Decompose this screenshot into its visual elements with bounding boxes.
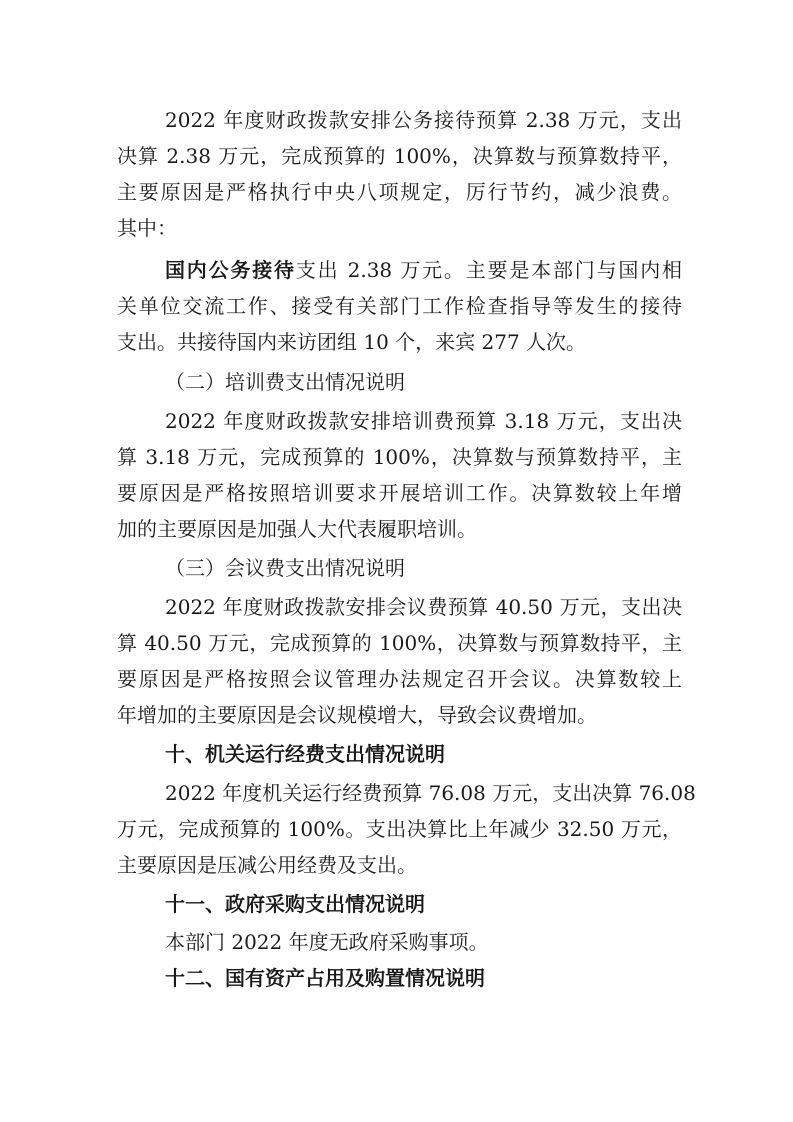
domestic-reception-line-1 xyxy=(165,258,682,282)
training-paragraph-line-4: 加的主要原因是加强人大代表履职培训。 xyxy=(117,517,477,541)
meeting-paragraph-line-1: 2022 年度财政拨款安排会议费预算 40.50 万元，支出决 xyxy=(165,595,682,619)
section-11-heading: 十一、政府采购支出情况说明 xyxy=(165,892,425,916)
training-heading: （二）培训费支出情况说明 xyxy=(165,370,405,394)
meeting-paragraph-line-4: 年增加的主要原因是会议规模增大，导致会议费增加。 xyxy=(117,703,597,727)
training-paragraph-line-2: 算 3.18 万元，完成预算的 100%，决算数与预算数持平，主 xyxy=(117,445,682,469)
reception-paragraph-line-4: 其中： xyxy=(117,216,177,240)
section-10-heading: 十、机关运行经费支出情况说明 xyxy=(165,742,445,766)
domestic-reception-line-2: 关单位交流工作、接受有关部门工作检查指导等发生的接待 xyxy=(117,294,682,318)
meeting-heading: （三）会议费支出情况说明 xyxy=(165,556,405,580)
meeting-paragraph-line-2: 算 40.50 万元，完成预算的 100%，决算数与预算数持平，主 xyxy=(117,631,682,655)
reception-paragraph-line-1: 2022 年度财政拨款安排公务接待预算 2.38 万元，支出 xyxy=(165,108,682,132)
domestic-reception-line-3: 支出。共接待国内来访团组 10 个，来宾 277 人次。 xyxy=(117,330,587,354)
section-10-paragraph-line-3: 主要原因是压减公用经费及支出。 xyxy=(117,853,417,877)
reception-paragraph-line-3: 主要原因是严格执行中央八项规定，厉行节约，减少浪费。 xyxy=(117,180,682,204)
section-10-paragraph-line-1: 2022 年度机关运行经费预算 76.08 万元，支出决算 76.08 xyxy=(165,781,696,805)
section-11-paragraph-line-1: 本部门 2022 年度无政府采购事项。 xyxy=(165,930,489,954)
section-12-heading: 十二、国有资产占用及购置情况说明 xyxy=(165,966,485,990)
domestic-reception-label: 国内公务接待 xyxy=(165,258,296,282)
reception-paragraph-line-2: 决算 2.38 万元，完成预算的 100%，决算数与预算数持平， xyxy=(117,144,682,168)
domestic-reception-text: 支出 2.38 万元。主要是本部门与国内相 xyxy=(295,258,682,282)
section-10-paragraph-line-2: 万元，完成预算的 100%。支出决算比上年减少 32.50 万元， xyxy=(117,817,682,841)
meeting-paragraph-line-3: 要原因是严格按照会议管理办法规定召开会议。决算数较上 xyxy=(117,667,682,691)
training-paragraph-line-3: 要原因是严格按照培训要求开展培训工作。决算数较上年增 xyxy=(117,481,682,505)
training-paragraph-line-1: 2022 年度财政拨款安排培训费预算 3.18 万元，支出决 xyxy=(165,409,682,433)
